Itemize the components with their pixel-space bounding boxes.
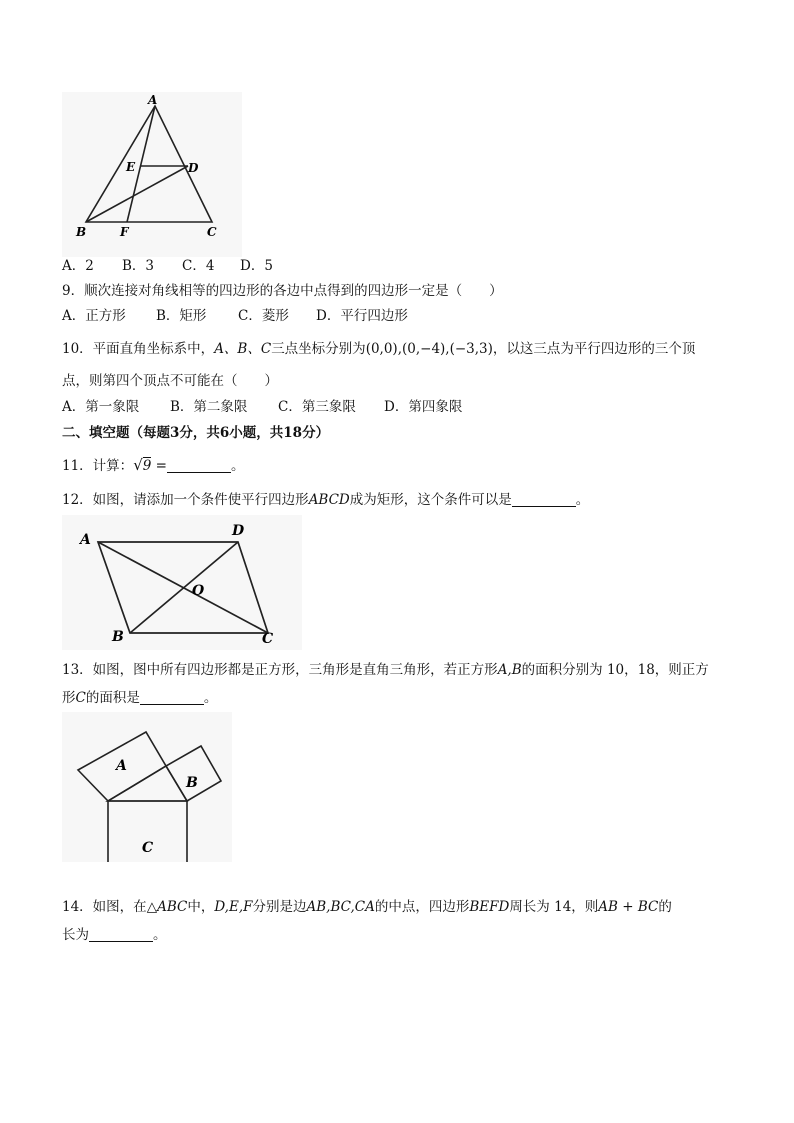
label-A: A bbox=[80, 532, 91, 548]
q9-option-c: C．菱形 bbox=[238, 308, 289, 324]
q11-radicand: 9 bbox=[142, 458, 152, 474]
q10-option-c: C．第三象限 bbox=[278, 399, 356, 415]
q12-answer-blank[interactable] bbox=[512, 492, 576, 507]
q14-triangle: △ABC bbox=[146, 899, 188, 915]
q14-quad: BEFD bbox=[469, 899, 510, 915]
q9-stem: 9．顺次连接对角线相等的四边形的各边中点得到的四边形一定是（ ） bbox=[62, 283, 503, 299]
q13-prefix: 13．如图，图中所有四边形都是正方形，三角形是直角三角形，若正方形 bbox=[62, 662, 498, 678]
q11-prefix: 11．计算： bbox=[62, 458, 134, 474]
q13-line2-prefix: 形 bbox=[62, 690, 76, 706]
triangle-figure-q8 bbox=[62, 92, 242, 257]
q10-option-a: A．第一象限 bbox=[62, 399, 140, 415]
q11-equals: = bbox=[155, 458, 167, 474]
q10-option-b: B．第二象限 bbox=[170, 399, 248, 415]
q13-line2-mid: 的面积是 bbox=[85, 690, 140, 706]
label-B: B bbox=[76, 225, 87, 239]
q10-coords: (0,0),(0,−4),(−3,3) bbox=[365, 341, 493, 357]
q13-answer-blank[interactable] bbox=[140, 690, 204, 705]
q10-stem-line1 bbox=[62, 340, 695, 358]
label-F: F bbox=[120, 225, 129, 239]
section-heading-fill-in: 二、填空题（每题3分，共6小题，共18分） bbox=[62, 425, 330, 441]
q9-option-b: B．矩形 bbox=[156, 308, 207, 324]
q8-option-b: B．3 bbox=[122, 258, 155, 274]
label-C: C bbox=[207, 225, 217, 239]
q11-end: 。 bbox=[230, 458, 245, 474]
q14-end: 。 bbox=[153, 927, 167, 943]
label-B: B bbox=[186, 775, 198, 791]
q8-option-d: D．5 bbox=[240, 258, 273, 274]
sqrt-symbol: √ bbox=[133, 456, 143, 474]
q8-option-a: A．2 bbox=[62, 258, 94, 274]
q13-ab: A,B bbox=[497, 662, 522, 678]
q14-sum: AB + BC bbox=[598, 899, 659, 915]
label-D: D bbox=[188, 161, 199, 175]
label-E: E bbox=[126, 160, 136, 174]
q14-answer-blank[interactable] bbox=[89, 927, 153, 942]
q13-mid: 的面积分别为 10，18，则正方 bbox=[521, 662, 709, 678]
q14-e: 周长为 14，则 bbox=[509, 899, 599, 915]
q14-prefix: 14．如图，在 bbox=[62, 899, 147, 915]
q12 bbox=[62, 491, 589, 509]
q12-end: 。 bbox=[575, 492, 590, 508]
q14-c: 分别是边 bbox=[252, 899, 307, 915]
label-O: O bbox=[192, 583, 205, 599]
q9-option-a: A．正方形 bbox=[62, 308, 126, 324]
q10-stem-b: 三点坐标分别为 bbox=[271, 341, 366, 357]
q14-sides: AB,BC,CA bbox=[306, 899, 375, 915]
q14-d: 的中点，四边形 bbox=[374, 899, 470, 915]
q12-prefix: 12．如图，请添加一个条件使平行四边形 bbox=[62, 492, 309, 508]
q9-option-d: D．平行四边形 bbox=[316, 308, 408, 324]
parallelogram-figure-q12 bbox=[62, 515, 302, 650]
q13-line2 bbox=[62, 689, 217, 707]
q11 bbox=[62, 456, 244, 475]
squares-figure-q13 bbox=[62, 712, 232, 862]
label-C: C bbox=[262, 631, 274, 647]
label-D: D bbox=[232, 523, 245, 539]
label-B: B bbox=[112, 629, 124, 645]
q11-answer-blank[interactable] bbox=[167, 458, 231, 473]
q14-def: D,E,F bbox=[214, 899, 253, 915]
q14-line2 bbox=[62, 926, 167, 944]
q14-b: 中， bbox=[187, 899, 215, 915]
q10-points: A、B、C bbox=[214, 341, 272, 357]
q12-mid: 成为矩形，这个条件可以是 bbox=[349, 492, 512, 508]
q10-stem-line2: 点，则第四个顶点不可能在（ ） bbox=[62, 373, 278, 389]
q14-f: 的 bbox=[658, 899, 672, 915]
label-A: A bbox=[116, 758, 127, 774]
q12-abcd: ABCD bbox=[308, 492, 350, 508]
q13-c: C bbox=[75, 690, 86, 706]
q8-option-c: C．4 bbox=[182, 258, 215, 274]
q14-line2-prefix: 长为 bbox=[62, 927, 89, 943]
label-A: A bbox=[148, 93, 158, 107]
q10-stem-a: 10．平面直角坐标系中， bbox=[62, 341, 215, 357]
q13-line1 bbox=[62, 661, 709, 679]
q14-line1 bbox=[62, 898, 672, 916]
q13-end: 。 bbox=[203, 690, 218, 706]
q10-option-d: D．第四象限 bbox=[384, 399, 463, 415]
q10-stem-c: ，以这三点为平行四边形的三个顶 bbox=[492, 341, 696, 357]
label-C: C bbox=[142, 840, 154, 856]
